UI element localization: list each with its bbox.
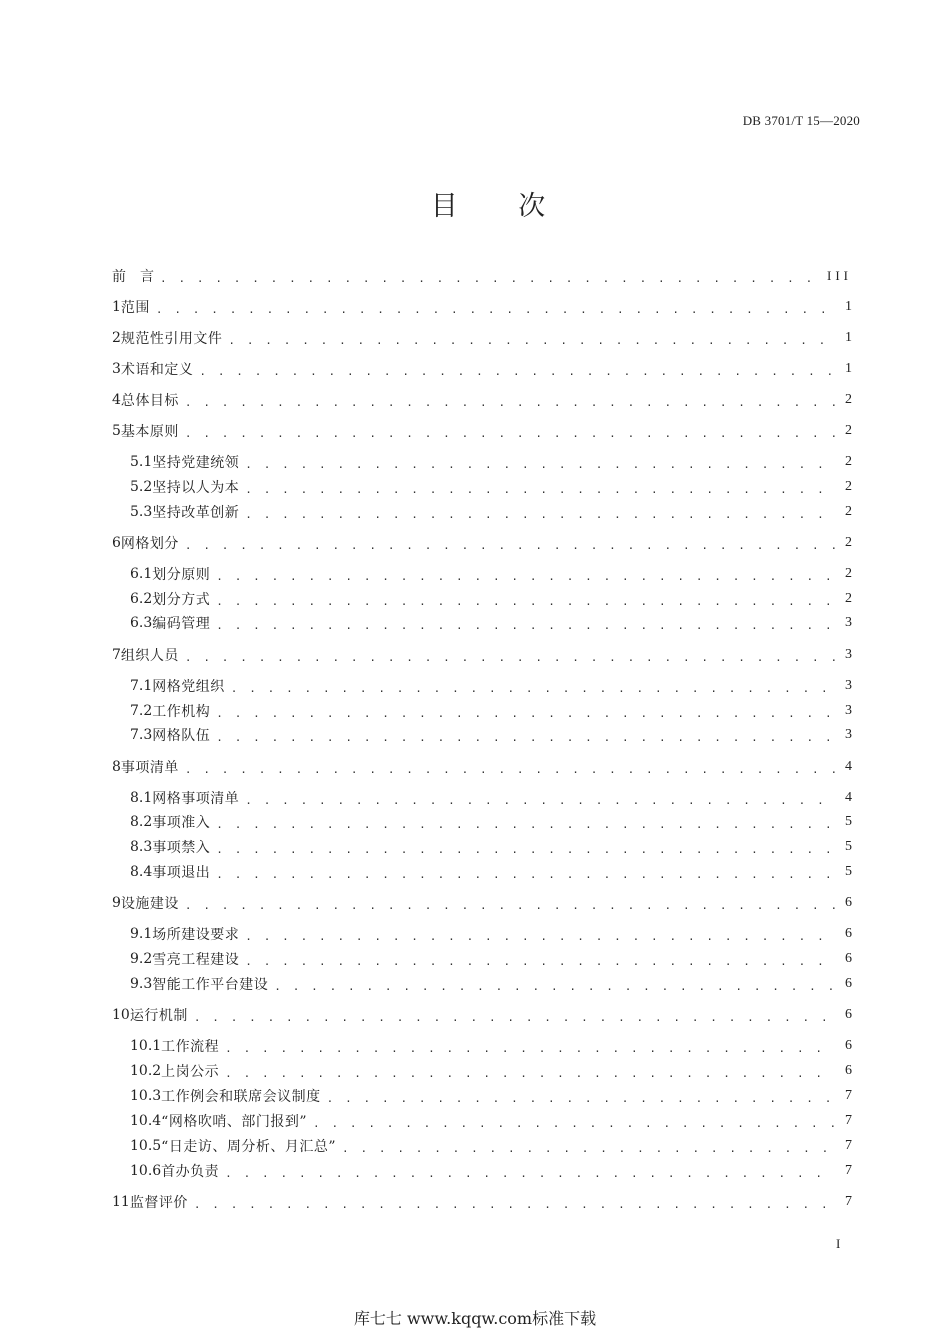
toc-entry[interactable] bbox=[130, 700, 852, 722]
toc-entry[interactable] bbox=[130, 675, 852, 697]
toc-entry[interactable] bbox=[112, 389, 852, 411]
toc-entry-page: 7 bbox=[845, 1113, 852, 1128]
toc-entry[interactable] bbox=[130, 724, 852, 746]
toc-entry-label: “日走访、周分析、月汇总” bbox=[161, 1139, 336, 1155]
toc-dot-leader bbox=[185, 427, 836, 440]
toc-dot-leader bbox=[185, 396, 836, 409]
toc-entry[interactable] bbox=[130, 973, 852, 995]
toc-dot-leader bbox=[216, 595, 836, 608]
toc-entry-label: 事项退出 bbox=[152, 865, 211, 881]
toc-dot-leader bbox=[216, 570, 836, 583]
toc-entry-number: 2 bbox=[112, 330, 121, 346]
toc-entry[interactable] bbox=[130, 1060, 852, 1082]
toc-entry-label: 上岗公示 bbox=[161, 1064, 220, 1080]
toc-entry-label: 规范性引用文件 bbox=[120, 331, 223, 347]
document-code: DB 3701/T 15—2020 bbox=[742, 113, 860, 128]
toc-entry[interactable] bbox=[130, 1110, 852, 1132]
toc-entry-number: 4 bbox=[112, 392, 121, 408]
toc-dot-leader bbox=[274, 980, 836, 993]
toc-entry[interactable] bbox=[130, 923, 852, 945]
toc-entry-page: 6 bbox=[845, 951, 852, 966]
toc-entry-label: 总体目标 bbox=[120, 393, 179, 409]
toc-entry-page: 1 bbox=[845, 361, 852, 376]
toc-entry-label: 运行机制 bbox=[129, 1008, 188, 1024]
toc-entry-number: 9.1 bbox=[130, 926, 153, 942]
toc-entry-label: 雪亮工程建设 bbox=[152, 952, 240, 968]
toc-entry-number: 9.2 bbox=[130, 951, 153, 967]
toc-entry-number: 8.4 bbox=[130, 864, 153, 880]
toc-dot-leader bbox=[194, 1011, 836, 1024]
toc-entry-label: 智能工作平台建设 bbox=[152, 977, 269, 993]
toc-entry-number: 前 言 bbox=[112, 269, 154, 285]
toc-entry-number: 5.3 bbox=[130, 504, 153, 520]
toc-entry[interactable] bbox=[130, 948, 852, 970]
toc-entry-label: 编码管理 bbox=[152, 616, 211, 632]
toc-dot-leader bbox=[194, 1198, 836, 1211]
toc-entry[interactable] bbox=[112, 327, 852, 349]
toc-entry-label: 工作机构 bbox=[152, 704, 211, 720]
toc-entry-label: 网格事项清单 bbox=[152, 791, 240, 807]
toc-entry-page: 2 bbox=[845, 535, 852, 550]
toc-entry-number: 7.2 bbox=[130, 703, 153, 719]
toc-entry-page: 5 bbox=[845, 839, 852, 854]
toc-entry-page: 3 bbox=[845, 727, 852, 742]
toc-entry-number: 7.3 bbox=[130, 727, 153, 743]
watermark-text: 库七七 www.kqqw.com标准下载 bbox=[353, 1309, 597, 1328]
toc-dot-leader bbox=[313, 1117, 836, 1130]
toc-entry[interactable] bbox=[130, 787, 852, 809]
toc-entry-page: 5 bbox=[845, 864, 852, 879]
toc-entry-page: 6 bbox=[845, 895, 852, 910]
toc-dot-leader bbox=[216, 731, 836, 744]
toc-entry-label: 监督评价 bbox=[129, 1195, 188, 1211]
toc-entry-number: 9.3 bbox=[130, 976, 153, 992]
toc-dot-leader bbox=[245, 930, 836, 943]
toc-dot-leader bbox=[185, 651, 836, 664]
toc-entry-number: 8 bbox=[112, 759, 121, 775]
toc-entry[interactable] bbox=[112, 420, 852, 442]
toc-entry-number: 1 bbox=[112, 299, 121, 315]
toc-entry-label: 工作流程 bbox=[161, 1039, 220, 1055]
toc-entry[interactable] bbox=[130, 563, 852, 585]
toc-entry-number: 3 bbox=[112, 361, 121, 377]
toc-entry-page: 4 bbox=[845, 790, 852, 805]
toc-entry-label: 网格划分 bbox=[120, 536, 179, 552]
toc-dot-leader bbox=[245, 483, 836, 496]
toc-dot-leader bbox=[231, 682, 836, 695]
toc-entry-page: 6 bbox=[845, 976, 852, 991]
toc-entry-page: 7 bbox=[845, 1088, 852, 1103]
toc-entry-number: 8.3 bbox=[130, 839, 153, 855]
toc-dot-leader bbox=[245, 458, 836, 471]
toc-dot-leader bbox=[225, 1167, 836, 1180]
toc-entry[interactable] bbox=[130, 1160, 852, 1182]
toc-entry-page: 4 bbox=[845, 759, 852, 774]
toc-entry[interactable] bbox=[130, 861, 852, 883]
toc-entry-page: 2 bbox=[845, 479, 852, 494]
toc-entry[interactable] bbox=[130, 1085, 852, 1107]
toc-entry-page: 2 bbox=[845, 392, 852, 407]
toc-entry[interactable] bbox=[130, 501, 852, 523]
toc-entry-page: 3 bbox=[845, 678, 852, 693]
toc-entry-page: 7 bbox=[845, 1194, 852, 1209]
toc-entry-label: 网格队伍 bbox=[152, 728, 211, 744]
toc-dot-leader bbox=[225, 1067, 836, 1080]
toc-entry-label: 坚持以人为本 bbox=[152, 480, 240, 496]
toc-entry-page: 1 bbox=[845, 299, 852, 314]
toc-entry[interactable] bbox=[112, 265, 852, 287]
toc-dot-leader bbox=[216, 868, 836, 881]
toc-dot-leader bbox=[216, 818, 836, 831]
toc-dot-leader bbox=[225, 1042, 836, 1055]
toc-entry-page: 2 bbox=[845, 591, 852, 606]
toc-entry-number: 6 bbox=[112, 535, 121, 551]
toc-entry-page: 7 bbox=[845, 1163, 852, 1178]
toc-entry[interactable] bbox=[112, 892, 852, 914]
toc-entry-page: 2 bbox=[845, 454, 852, 469]
toc-entry-number: 10.4 bbox=[130, 1113, 162, 1129]
toc-entry-number: 10 bbox=[112, 1007, 130, 1023]
toc-entry[interactable] bbox=[130, 811, 852, 833]
toc-entry-label: 术语和定义 bbox=[120, 362, 194, 378]
toc-entry-page: III bbox=[827, 268, 852, 283]
toc-dot-leader bbox=[245, 794, 836, 807]
toc-entry-page: 2 bbox=[845, 423, 852, 438]
toc-dot-leader bbox=[160, 272, 821, 285]
toc-entry-page: 6 bbox=[845, 1038, 852, 1053]
toc-entry[interactable] bbox=[112, 358, 852, 380]
toc-entry[interactable] bbox=[130, 836, 852, 858]
toc-entry-page: 1 bbox=[845, 330, 852, 345]
page-number: I bbox=[836, 1236, 841, 1251]
toc-entry[interactable] bbox=[112, 532, 852, 554]
toc-dot-leader bbox=[342, 1142, 836, 1155]
toc-entry-label: 坚持改革创新 bbox=[152, 505, 240, 521]
toc-entry[interactable] bbox=[112, 644, 852, 666]
toc-entry[interactable] bbox=[130, 1135, 852, 1157]
toc-entry-page: 6 bbox=[845, 1007, 852, 1022]
toc-entry-page: 5 bbox=[845, 814, 852, 829]
toc-entry-number: 7.1 bbox=[130, 678, 153, 694]
toc-entry-number: 6.1 bbox=[130, 566, 153, 582]
toc-entry-number: 11 bbox=[112, 1194, 130, 1210]
toc-entry-label: 事项清单 bbox=[120, 760, 179, 776]
toc-entry-label: 事项禁入 bbox=[152, 840, 211, 856]
toc-entry-label: 工作例会和联席会议制度 bbox=[161, 1089, 321, 1105]
toc-entry[interactable] bbox=[130, 476, 852, 498]
toc-dot-leader bbox=[327, 1092, 836, 1105]
toc-entry-label: 范围 bbox=[120, 300, 150, 316]
toc-entry-number: 7 bbox=[112, 647, 121, 663]
toc-dot-leader bbox=[185, 899, 836, 912]
toc-entry-number: 6.2 bbox=[130, 591, 153, 607]
toc-entry[interactable] bbox=[112, 296, 852, 318]
toc-dot-leader bbox=[245, 955, 836, 968]
toc-entry-number: 10.3 bbox=[130, 1088, 162, 1104]
page-title: 目 次 bbox=[430, 191, 572, 222]
toc-entry-label: “网格吹哨、部门报到” bbox=[161, 1114, 307, 1130]
toc-entry-number: 10.2 bbox=[130, 1063, 162, 1079]
toc-entry-label: 基本原则 bbox=[120, 424, 179, 440]
toc-entry-page: 6 bbox=[845, 926, 852, 941]
toc-entry-page: 2 bbox=[845, 566, 852, 581]
toc-entry[interactable] bbox=[130, 1035, 852, 1057]
toc-entry-number: 8.2 bbox=[130, 814, 153, 830]
toc-dot-leader bbox=[228, 334, 836, 347]
toc-entry-number: 10.5 bbox=[130, 1138, 162, 1154]
toc-dot-leader bbox=[156, 303, 836, 316]
toc-entry-label: 划分原则 bbox=[152, 567, 211, 583]
toc-entry-number: 6.3 bbox=[130, 615, 153, 631]
toc-entry-label: 事项准入 bbox=[152, 815, 211, 831]
toc-dot-leader bbox=[245, 508, 836, 521]
toc-dot-leader bbox=[216, 619, 836, 632]
toc-entry-label: 设施建设 bbox=[120, 896, 179, 912]
toc-entry[interactable] bbox=[112, 1004, 852, 1026]
toc-entry-label: 划分方式 bbox=[152, 592, 211, 608]
toc-dot-leader bbox=[185, 763, 836, 776]
toc-entry-page: 3 bbox=[845, 647, 852, 662]
toc-dot-leader bbox=[185, 539, 836, 552]
toc-dot-leader bbox=[199, 365, 836, 378]
toc-entry-page: 3 bbox=[845, 703, 852, 718]
toc-entry[interactable] bbox=[130, 451, 852, 473]
toc-entry-number: 5.2 bbox=[130, 479, 153, 495]
toc-entry[interactable] bbox=[130, 588, 852, 610]
toc-entry-page: 7 bbox=[845, 1138, 852, 1153]
toc-entry[interactable] bbox=[112, 1191, 852, 1213]
toc-entry-number: 10.6 bbox=[130, 1163, 162, 1179]
toc-entry-label: 场所建设要求 bbox=[152, 927, 240, 943]
toc-entry-label: 首办负责 bbox=[161, 1164, 220, 1180]
toc-entry-page: 6 bbox=[845, 1063, 852, 1078]
toc-entry-number: 5.1 bbox=[130, 454, 153, 470]
toc-entry-page: 3 bbox=[845, 615, 852, 630]
toc-entry-number: 10.1 bbox=[130, 1038, 162, 1054]
toc-entry-number: 5 bbox=[112, 423, 121, 439]
toc-dot-leader bbox=[216, 707, 836, 720]
toc-dot-leader bbox=[216, 843, 836, 856]
toc-entry-label: 网格党组织 bbox=[152, 679, 225, 695]
toc-entry-number: 8.1 bbox=[130, 790, 153, 806]
toc-entry[interactable] bbox=[112, 756, 852, 778]
toc-entry[interactable] bbox=[130, 612, 852, 634]
toc-entry-number: 9 bbox=[112, 895, 121, 911]
toc-entry-page: 2 bbox=[845, 504, 852, 519]
toc-entry-label: 坚持党建统领 bbox=[152, 455, 240, 471]
toc-entry-label: 组织人员 bbox=[120, 648, 179, 664]
